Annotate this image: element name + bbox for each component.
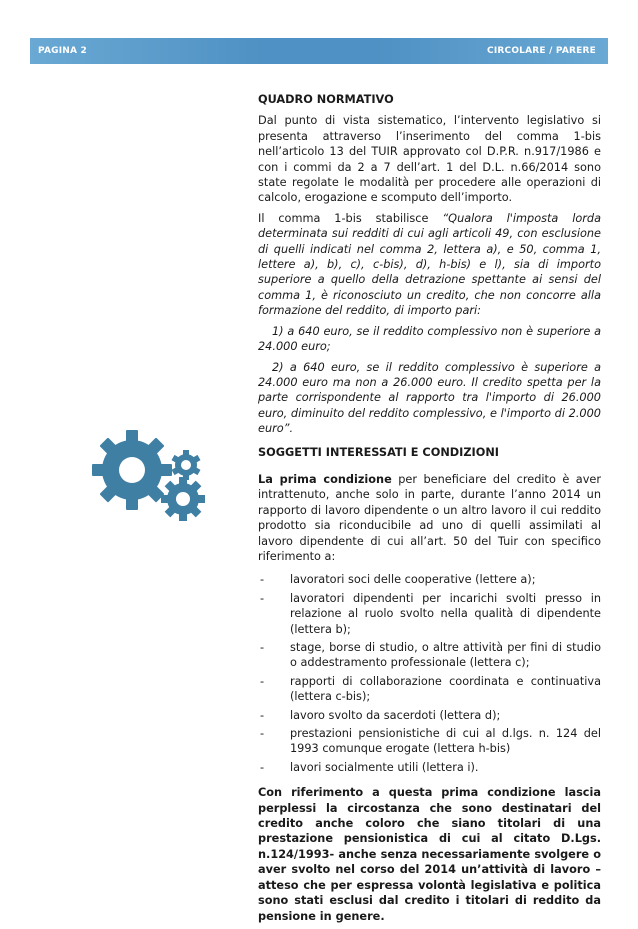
list-item: - lavoratori dipendenti per incarichi svolti presso in relazione al ruolo svolto nella qualità di dipendente (lettera b); <box>260 591 601 636</box>
list-item: - stage, borse di studio, o altre attività per fini di studio o addestramento professionale (lettera c); <box>260 641 601 670</box>
main-content <box>258 92 601 929</box>
heading-soggetti: SOGGETTI INTERESSATI E CONDIZIONI <box>258 445 500 459</box>
prima-condizione-text: per beneficiare del credito è aver intrattenuto, anche solo in parte, durante l’anno 2014 un rapporto di lavoro dipendente o un altro lavoro il cui reddito prodotto sia riconducibile ad uno di quelli assimilati al lavoro dipendente di cui all’art. 50 del Tuir con specifico riferimento a: <box>258 472 601 563</box>
comma-quote: “Qualora l'imposta lorda determinata sui redditi di cui agli articoli 49, con esclusione di quelli indicati nel comma 2, lettera a), e 50, comma 1, lettere a), b), c), c-bis), d), h-bis) e l), sia di importo superiore a quello della detrazione spettante ai sensi del comma 1, è riconosciuto un credito, che non concorre alla formazione del reddito, di importo pari: <box>258 211 601 318</box>
list-item: - rapporti di collaborazione coordinata e continuativa (lettera c-bis); <box>260 674 601 704</box>
paragraph-prima-condizione <box>258 472 601 564</box>
paragraph-perplessita: Con riferimento a questa prima condizione lascia perplessi la circostanza che sono destinatari del credito anche coloro che siano titolari di una prestazione pensionistica di cui al citato D.Lgs. n.124/1993- anche senza necessariamente svolgere o aver svolto nel corso del 2014 un’attività di lavoro – atteso che per espressa volontà legislativa e politica sono stati esclusi dal credito i titolari di reddito da pensione in genere. <box>258 786 601 923</box>
list-item: - lavoro svolto da sacerdoti (lettera d); <box>260 708 501 722</box>
heading-quadro-normativo: QUADRO NORMATIVO <box>258 93 394 106</box>
list-item: - prestazioni pensionistiche di cui al d.lgs. n. 124 del 1993 comunque erogate (lettera h-bis) <box>260 727 601 756</box>
paragraph-comma-1bis <box>258 211 601 319</box>
gears-icon <box>92 420 212 530</box>
page-number: PAGINA 2 <box>38 46 87 56</box>
beneficiaries-list <box>258 572 601 775</box>
list-item: - lavori socialmente utili (lettera i). <box>260 760 479 774</box>
prima-condizione-label: La prima condizione <box>258 472 392 486</box>
list-item: - lavoratori soci delle cooperative (lettere a); <box>260 573 536 587</box>
paragraph-intro: Dal punto di vista sistematico, l’intervento legislativo si presenta attraverso l’inserimento del comma 1-bis nell’articolo 13 del TUIR approvato col D.P.R. n.917/1986 e con i commi da 2 a 7 dell’art. 1 del D.L. n.66/2014 sono state regolate le modalità per procedere alle operazioni di calcolo, erogazione e scomputo dell’importo. <box>258 114 601 205</box>
paragraph-point-1: 1) a 640 euro, se il reddito complessivo non è superiore a 24.000 euro; <box>258 324 601 354</box>
page-header <box>30 38 608 64</box>
document-type: CIRCOLARE / PARERE <box>487 46 596 56</box>
comma-intro: Il comma 1-bis stabilisce <box>258 211 443 225</box>
paragraph-point-2: 2) a 640 euro, se il reddito complessivo è superiore a 24.000 euro ma non a 26.000 euro. Il credito spetta per la parte corrispondente al rapporto tra l'importo di 26.000 euro, diminuito del reddito complessivo, e l'importo di 2.000 euro”. <box>258 360 601 436</box>
